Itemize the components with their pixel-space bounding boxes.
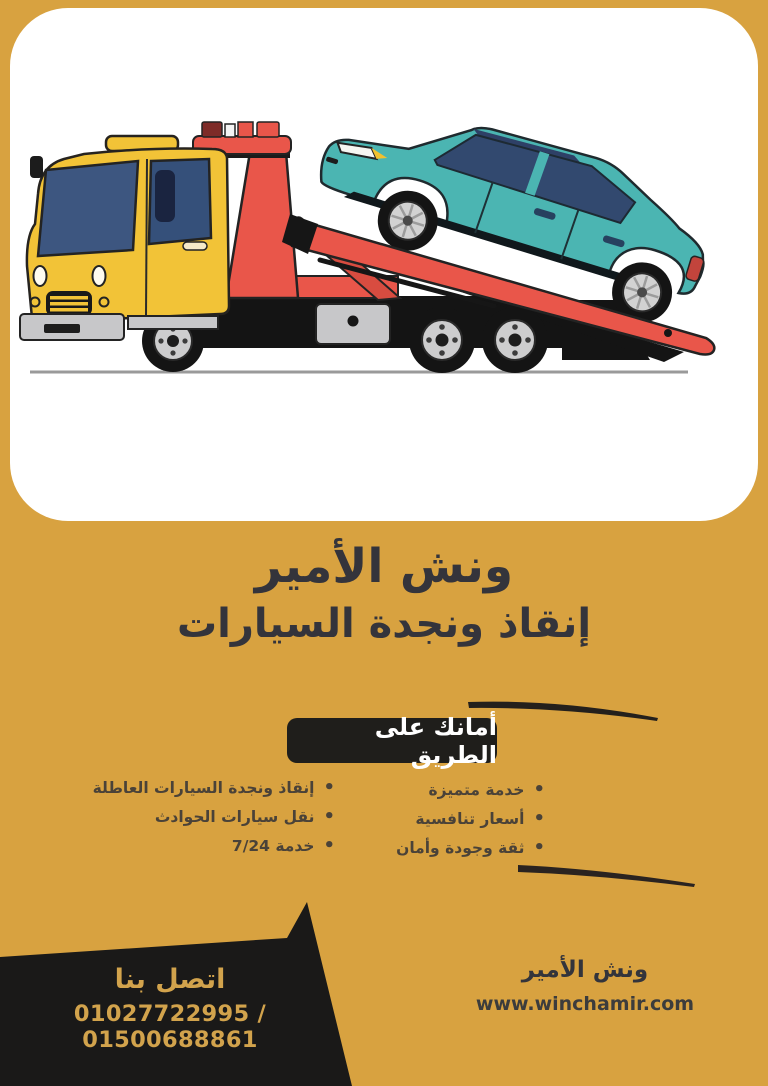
phone-numbers: 01027722995 / 01500688861 [73, 1001, 267, 1053]
windshield [38, 161, 138, 256]
safety-badge-label: أمانك على الطريق [374, 712, 497, 769]
feature-label: خدمة متميزة [428, 780, 525, 799]
headlight-icon [93, 266, 106, 286]
bullet-icon: • [533, 837, 545, 858]
list-item [93, 802, 335, 831]
bullet-icon: • [533, 779, 545, 800]
feature-label: نقل سيارات الحوادث [154, 807, 315, 826]
bullet-icon: • [533, 808, 545, 829]
list-item [396, 775, 545, 804]
list-item [396, 804, 545, 833]
feature-list-right [396, 775, 545, 862]
bullet-icon: • [323, 777, 335, 798]
contact-block [2, 964, 338, 1053]
tow-truck-illustration [10, 8, 758, 521]
headlight-icon [34, 266, 47, 286]
wheel-icon [482, 307, 548, 373]
beacon-light-icon [202, 122, 222, 137]
brand-block [440, 957, 730, 1015]
brand-name: ونش الأمير [521, 957, 649, 983]
feature-label: خدمة 7/24 [231, 836, 315, 855]
toolbox [316, 304, 390, 344]
hero-card [10, 8, 758, 521]
truck-cab [20, 136, 229, 340]
website-url: www.winchamir.com [475, 993, 695, 1015]
page-title [0, 541, 768, 648]
bullet-icon: • [323, 806, 335, 827]
feature-label: ثقة وجودة وأمان [396, 838, 525, 857]
list-item [396, 833, 545, 862]
feature-label: أسعار تنافسية [415, 809, 525, 828]
list-item [93, 831, 335, 860]
feature-label: إنقاذ ونجدة السيارات العاطلة [92, 778, 315, 797]
subtitle: إنقاذ ونجدة السيارات [176, 600, 592, 647]
swoosh-decoration [510, 862, 705, 894]
wheel-icon [409, 307, 475, 373]
feature-list-left [93, 773, 335, 860]
side-mirror-icon [30, 156, 43, 178]
bullet-icon: • [323, 835, 335, 856]
safety-badge [287, 712, 497, 769]
contact-heading: اتصل بنا [114, 964, 226, 995]
list-item [93, 773, 335, 802]
brand-title: ونش الأمير [254, 539, 514, 594]
